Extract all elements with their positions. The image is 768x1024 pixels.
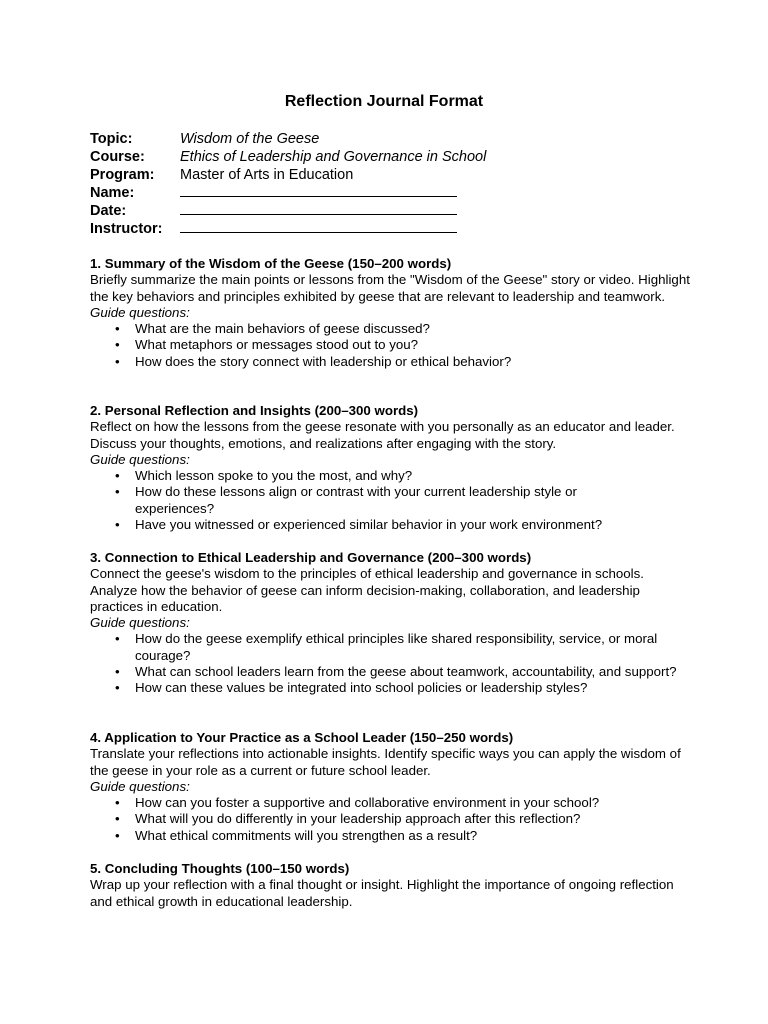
bullet-icon: •	[115, 337, 120, 353]
list-item: • How does the story connect with leadership or ethical behavior?	[115, 353, 512, 369]
meta-block	[90, 131, 486, 238]
section-3	[90, 550, 690, 697]
bullet-icon: •	[115, 321, 120, 337]
section-body: Translate your reflections into actionable insights. Identify specific ways you can apply the wisdom of the geese in your role as a current or future school leader.	[90, 746, 681, 778]
bullet-icon: •	[115, 484, 120, 500]
list-item: • How do these lessons align or contrast with your current leadership style or experiences?	[115, 484, 577, 516]
section-heading: 5. Concluding Thoughts (100–150 words)	[90, 861, 350, 876]
guide-questions-label: Guide questions:	[90, 615, 190, 631]
list-item: • Have you witnessed or experienced similar behavior in your work environment?	[115, 517, 603, 533]
program-row	[90, 167, 486, 185]
instructor-row	[90, 220, 486, 238]
guide-questions-label: Guide questions:	[90, 451, 190, 467]
list-item: • What are the main behaviors of geese discussed?	[115, 321, 430, 337]
guide-question-list	[90, 468, 690, 533]
section-heading: 2. Personal Reflection and Insights (200–300 words)	[90, 403, 419, 418]
guide-questions-label: Guide questions:	[90, 778, 190, 794]
topic-value: Wisdom of the Geese	[180, 131, 320, 147]
section-heading: 1. Summary of the Wisdom of the Geese (150–200 words)	[90, 256, 452, 271]
section-heading: 3. Connection to Ethical Leadership and Governance (200–300 words)	[90, 550, 532, 565]
bullet-icon: •	[115, 827, 120, 843]
name-blank-line[interactable]	[180, 184, 457, 197]
section-body: Briefly summarize the main points or lessons from the "Wisdom of the Geese" story or video. Highlight the key behaviors and principles exhibited by geese that are relevant to leadership and teamwork.	[90, 272, 690, 304]
list-item: • How do the geese exemplify ethical principles like shared responsibility, service, or moral courage?	[115, 631, 658, 663]
list-item: • What ethical commitments will you strengthen as a result?	[115, 827, 478, 843]
bullet-icon: •	[115, 468, 120, 484]
bullet-icon: •	[115, 631, 120, 647]
guide-question-list	[90, 321, 690, 370]
instructor-blank-line[interactable]	[180, 220, 457, 233]
course-label: Course:	[90, 148, 145, 165]
section-2	[90, 403, 690, 533]
program-label: Program:	[90, 166, 155, 183]
bullet-icon: •	[115, 353, 120, 369]
topic-row	[90, 131, 486, 149]
program-value: Master of Arts in Education	[180, 166, 354, 183]
list-item: • How can these values be integrated into school policies or leadership styles?	[115, 680, 588, 696]
topic-label: Topic:	[90, 131, 133, 147]
section-5	[90, 861, 690, 910]
list-item: • How can you foster a supportive and collaborative environment in your school?	[115, 795, 600, 811]
name-label: Name:	[90, 185, 135, 202]
section-body: Connect the geese's wisdom to the principles of ethical leadership and governance in schools. Analyze how the behavior of geese can inform decision-making, collaboration, and leadership practices in education.	[90, 566, 644, 614]
document-title: Reflection Journal Format	[284, 93, 484, 110]
section-body: Wrap up your reflection with a final thought or insight. Highlight the importance of ongoing reflection and ethical growth in educational leadership.	[90, 877, 674, 909]
list-item: • What metaphors or messages stood out to you?	[115, 337, 419, 353]
section-body: Reflect on how the lessons from the geese resonate with you personally as an educator and leader. Discuss your thoughts, emotions, and realizations after engaging with the story.	[90, 419, 675, 451]
name-row	[90, 184, 486, 202]
section-heading: 4. Application to Your Practice as a School Leader (150–250 words)	[90, 730, 514, 745]
bullet-icon: •	[115, 517, 120, 533]
bullet-icon: •	[115, 811, 120, 827]
date-row	[90, 202, 486, 220]
guide-questions-label: Guide questions:	[90, 304, 190, 320]
list-item: • What will you do differently in your leadership approach after this reflection?	[115, 811, 581, 827]
guide-question-list	[90, 795, 690, 844]
bullet-icon: •	[115, 795, 120, 811]
date-blank-line[interactable]	[180, 202, 457, 215]
section-4	[90, 730, 690, 844]
course-row	[90, 149, 486, 167]
list-item: • What can school leaders learn from the geese about teamwork, accountability, and support?	[115, 664, 677, 680]
course-value: Ethics of Leadership and Governance in School	[180, 148, 487, 165]
list-item: • Which lesson spoke to you the most, and why?	[115, 468, 413, 484]
bullet-icon: •	[115, 680, 120, 696]
guide-question-list	[90, 631, 690, 696]
instructor-label: Instructor:	[90, 220, 163, 237]
date-label: Date:	[90, 203, 127, 220]
section-1	[90, 256, 690, 370]
bullet-icon: •	[115, 664, 120, 680]
